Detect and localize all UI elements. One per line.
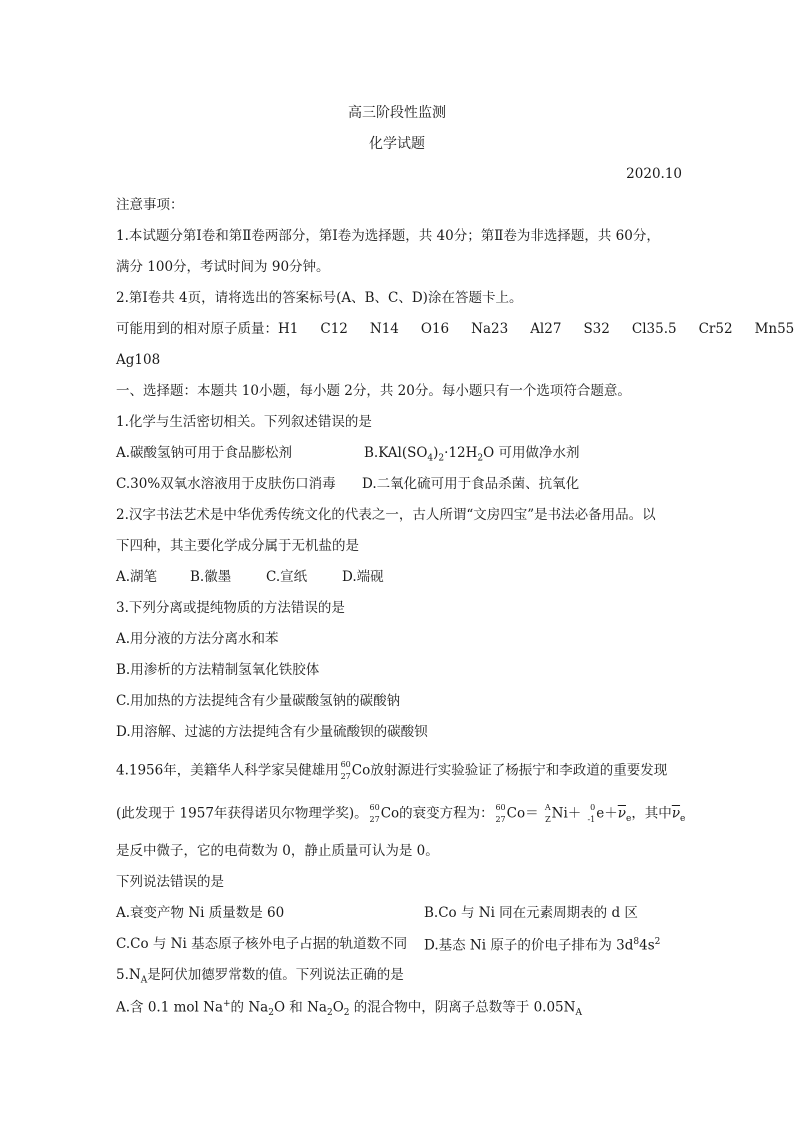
notice-heading: 注意事项： [116,197,184,213]
q4-line-3: 是反中微子，它的电荷数为 0，静止质量可认为是 0。 [116,843,439,859]
atomic-mass-label: 可能用到的相对原子质量： [116,321,278,337]
q4-line-4: 下列说法错误的是 [116,874,224,890]
q2-option-c: C.宣纸 [266,569,308,585]
q1-option-b: $B.KAl(SO_4)_2\cdot 12H_2O$ 可用做净水剂 [364,445,580,464]
q2-option-a: A.湖笔 [116,569,158,585]
q1-option-d: D.二氧化硫可用于食品杀菌、抗氧化 [362,476,580,492]
q3-option-a: A.用分液的方法分离水和苯 [116,631,279,647]
isotope-co60: 60 27 [340,760,351,781]
atomic-mass-item: Al27 [530,321,562,337]
atomic-mass-item: N14 [369,321,399,337]
notice-item-2: 2.第Ⅰ卷共 4页，请将选出的答案标号(A、B、C、D)涂在答题卡上。 [116,290,523,306]
page-title: 高三阶段性监测 [348,105,446,121]
q4-option-d: D.基态 Ni 原子的价电子排布为 $3d^84s^2$ [424,937,661,954]
atomic-mass-item: Mn55 [754,321,794,337]
isotope-co60: 60 27 [495,803,506,824]
atomic-mass-item: Cl35.5 [631,321,677,337]
isotope-ni: A Z [544,803,551,824]
q2-option-d: D.端砚 [342,569,384,585]
q4-line-1: 4.1956年，美籍华人科学家吴健雄用 60 27 Co放射源进行实验验证了杨振宁和李政道的重要发现 [116,760,668,781]
isotope-electron: 0 -1 [587,803,596,824]
exam-date: 2020.10 [626,166,682,182]
q2-option-b: B.徽墨 [190,569,232,585]
q5-option-a: A.含 0.1 mol Na+的 $Na_2O$ 和 $Na_2O_2$ 的混合物中，阴离子总数等于 $0.05N_A$ [116,999,582,1019]
q1-stem: 1.化学与生活密切相关。下列叙述错误的是 [116,414,372,430]
notice-item-1-line-2: 满分 100分，考试时间为 90分钟。 [116,259,330,275]
atomic-mass-item: O16 [420,321,450,337]
atomic-mass-item: S32 [583,321,610,337]
section-heading: 一、选择题：本题共 10小题，每小题 2分，共 20分。每小题只有一个选项符合题意。 [116,383,631,399]
atomic-mass-item: Na23 [471,321,509,337]
q2-line-2: 下四种，其主要化学成分属于无机盐的是 [116,538,359,554]
q4-option-c: C.Co 与 Ni 基态原子核外电子占据的轨道数不同 [116,936,408,952]
q1-option-a: A.碳酸氢钠可用于食品膨松剂 [116,445,293,461]
atomic-mass-line [116,323,794,337]
q3-option-c: C.用加热的方法提纯含有少量碳酸氢钠的碳酸钠 [116,693,401,709]
q2-line-1: 2.汉字书法艺术是中华优秀传统文化的代表之一，古人所谓“文房四宝”是书法必备用品。以 [116,507,656,523]
atomic-mass-item: Cr52 [698,321,733,337]
q4-option-b: B.Co 与 Ni 同在元素周期表的 d 区 [424,905,638,921]
atomic-mass-item: H1 [278,321,299,337]
q3-stem: 3.下列分离或提纯物质的方法错误的是 [116,600,345,616]
q3-option-b: B.用渗析的方法精制氢氧化铁胶体 [116,662,320,678]
notice-item-1-line-1: 1.本试题分第Ⅰ卷和第Ⅱ卷两部分，第Ⅰ卷为选择题，共 40分；第Ⅱ卷为非选择题，共 60分， [116,228,660,244]
atomic-mass-list [278,321,794,337]
q1-option-c: C.30%双氧水溶液用于皮肤伤口消毒 [116,476,336,492]
q4-option-a: A.衰变产物 Ni 质量数是 60 [116,905,285,921]
atomic-mass-item: C12 [320,321,348,337]
subject-title: 化学试题 [369,136,425,152]
atomic-mass-wrap: Ag108 [116,352,161,368]
q3-option-d: D.用溶解、过滤的方法提纯含有少量硫酸钡的碳酸钡 [116,724,428,740]
q5-stem: $5.N_A$是阿伏加德罗常数的值。下列说法正确的是 [116,967,404,986]
q4-line-2: (此发现于 1957年获得诺贝尔物理学奖)。 60 27 Co的衰变方程为： 60 27 Co＝ A Z Ni＋ 0 -1 $e+\overline{\nu}_e$，其中$\overline{\nu}_e$ [116,803,686,825]
isotope-co60: 60 27 [369,803,380,824]
